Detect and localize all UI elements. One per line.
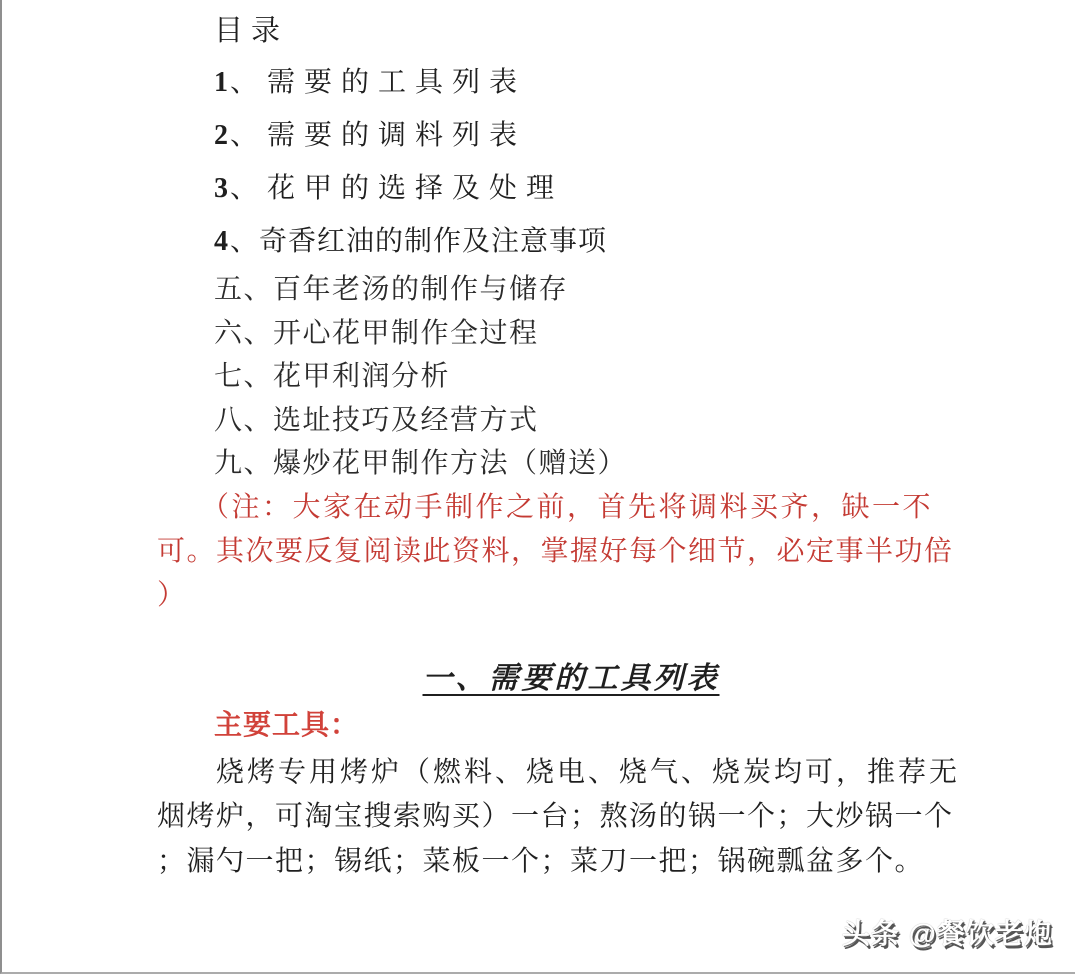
body-line-1: 烧烤专用烤炉（燃料、烧电、烧气、烧炭均可，推荐无 xyxy=(216,756,961,788)
toc-item-3 xyxy=(157,162,957,215)
toc-title: 目录 xyxy=(214,15,289,47)
toc-cjk-list xyxy=(157,268,957,486)
toc-item-4 xyxy=(157,215,957,268)
toc-item-3-text: 、花甲的选择及处理 xyxy=(230,173,564,204)
toutiao-watermark: 头条 @餐饮老炮 xyxy=(841,918,1053,949)
body-line-2: 烟烤炉，可淘宝搜索购买）一台；熬汤的锅一个；大炒锅一个 xyxy=(157,801,954,832)
toc-item-4-number: 4 xyxy=(214,226,230,257)
section-heading-text: 一、需要的工具列表 xyxy=(422,661,720,695)
toc-note xyxy=(157,486,957,618)
section-body xyxy=(157,751,961,885)
toc-item-9: 九、爆炒花甲制作方法（赠送） xyxy=(214,448,628,479)
toc-item-5: 五、百年老汤的制作与储存 xyxy=(214,274,569,305)
toc-item-4-text: 、奇香红油的制作及注意事项 xyxy=(230,226,608,257)
toc-note-line-3: ） xyxy=(157,579,187,611)
toc-item-1 xyxy=(157,56,957,109)
toc-note-line-2: 可。其次要反复阅读此资料，掌握好每个细节，必定事半功倍 xyxy=(157,535,954,567)
toc-item-1-text: 、需要的工具列表 xyxy=(230,67,527,98)
toc-item-2-text: 、需要的调料列表 xyxy=(230,120,527,151)
section-heading xyxy=(157,660,957,698)
toc-item-6: 六、开心花甲制作全过程 xyxy=(214,317,539,349)
toc-note-line-1: （注：大家在动手制作之前，首先将调料买齐，缺一不 xyxy=(201,491,934,523)
toc-numbered-list xyxy=(157,56,957,268)
toc-item-7: 七、花甲利润分析 xyxy=(214,361,451,392)
toc-item-8: 八、选址技巧及经营方式 xyxy=(214,404,539,436)
toc-item-2 xyxy=(157,109,957,162)
toc-item-2-number: 2 xyxy=(214,120,230,151)
body-line-3: ；漏勺一把；锡纸；菜板一个；菜刀一把；锅碗瓢盆多个。 xyxy=(157,845,925,877)
document-content xyxy=(157,12,961,884)
section-subheading: 主要工具： xyxy=(214,709,360,741)
toc-item-1-number: 1 xyxy=(214,67,230,98)
toc-item-3-number: 3 xyxy=(214,173,230,204)
